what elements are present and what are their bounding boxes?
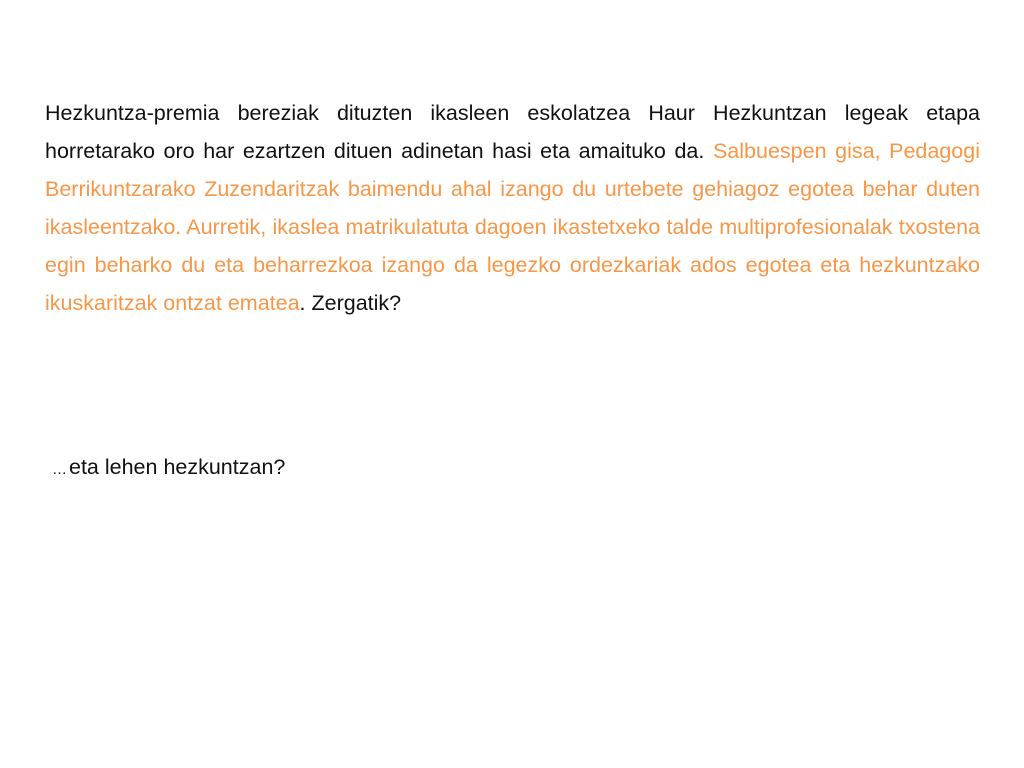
followup-text: eta lehen hezkuntzan?: [69, 455, 286, 479]
paragraph-highlight: Salbuespen gisa, Pedagogi Berrikuntzarako Zuzendaritzak baimendu ahal izango du urtebete gehiagoz egotea behar duten ikasleentzako. Aurretik, ikaslea matrikulatuta dagoen ikastetxeko talde multiprofesionalak txostena egin beharko du eta beharrezkoa izango da legezko ordezkariak ados egotea eta hezkuntzako ikuskaritzak ontzat ematea: [45, 139, 980, 315]
main-paragraph: [45, 94, 980, 322]
ellipsis-mark: …: [52, 461, 67, 478]
paragraph-outro: . Zergatik?: [299, 291, 402, 315]
paragraph-intro: Hezkuntza-premia bereziak dituzten ikasleen eskolatzea Haur Hezkuntzan legeak etapa horretarako oro har ezartzen dituen adinetan hasi eta amaituko da.: [45, 101, 980, 163]
followup-question: [52, 452, 285, 485]
